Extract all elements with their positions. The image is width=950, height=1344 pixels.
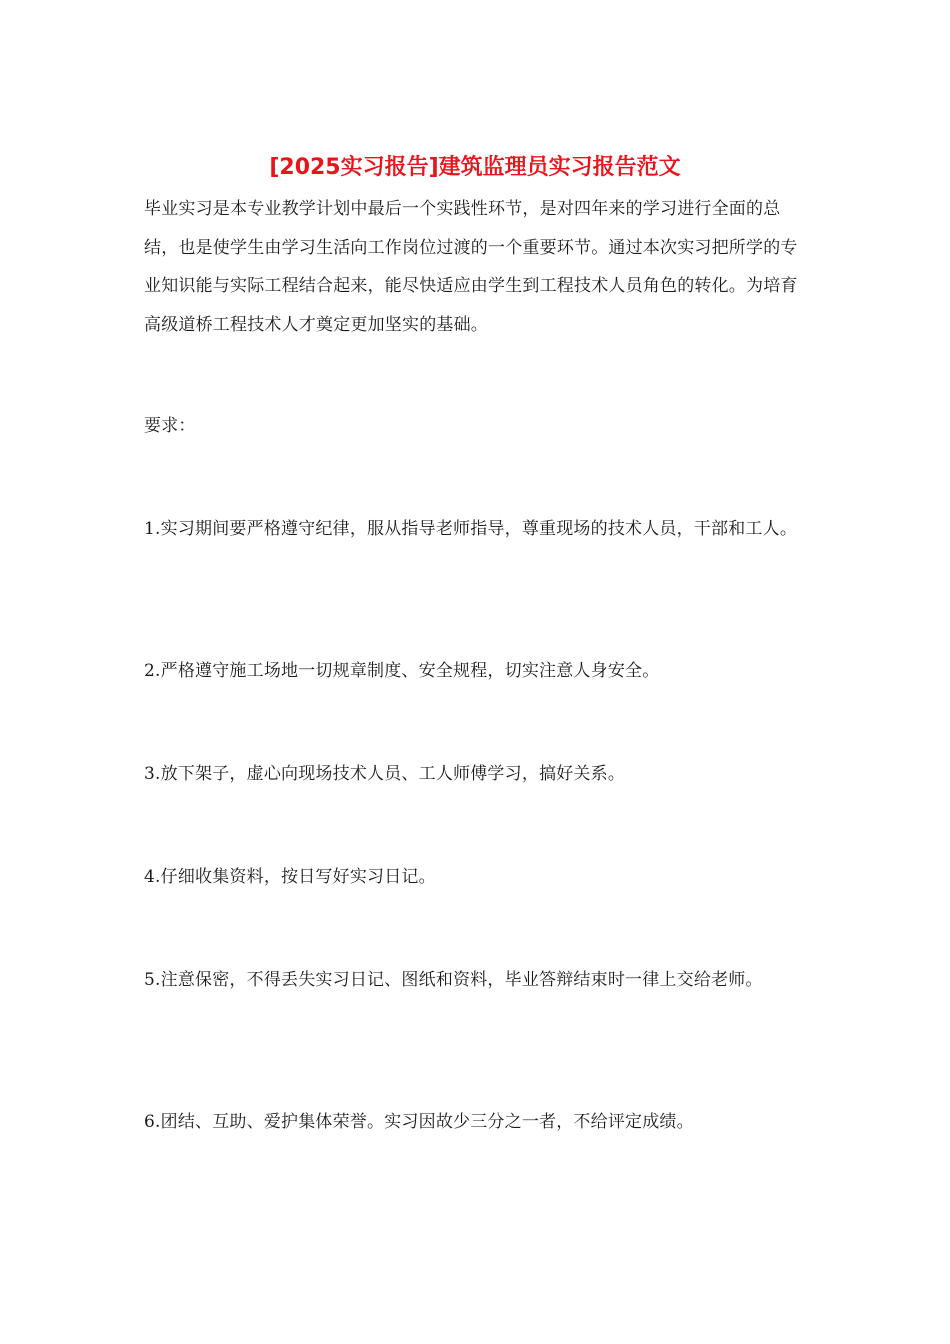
requirement-item-4: 4.仔细收集资料，按日写好实习日记。 bbox=[144, 867, 436, 887]
requirement-item-5: 5.注意保密，不得丢失实习日记、图纸和资料，毕业答辩结束时一律上交给老师。 bbox=[144, 970, 763, 990]
requirement-item-3: 3.放下架子，虚心向现场技术人员、工人师傅学习，搞好关系。 bbox=[144, 764, 626, 784]
requirement-item-2: 2.严格遵守施工场地一切规章制度、安全规程，切实注意人身安全。 bbox=[144, 661, 660, 681]
requirements-heading: 要求： bbox=[144, 416, 196, 436]
requirement-item-6: 6.团结、互助、爱护集体荣誉。实习因故少三分之一者，不给评定成绩。 bbox=[144, 1112, 694, 1132]
requirement-item-1: 1.实习期间要严格遵守纪律，服从指导老师指导，尊重现场的技术人员，干部和工人。 bbox=[144, 519, 798, 539]
intro-paragraph: 毕业实习是本专业教学计划中最后一个实践性环节，是对四年来的学习进行全面的总结，也是使学生由学习生活向工作岗位过渡的一个重要环节。通过本次实习把所学的专业知识能与实际工程结合起来，能尽快适应由学生到工程技术人员角色的转化。为培育高级道桥工程技术人才奠定更加坚实的基础。 bbox=[144, 199, 798, 335]
document-title: [2025实习报告]建筑监理员实习报告范文 bbox=[269, 155, 681, 180]
